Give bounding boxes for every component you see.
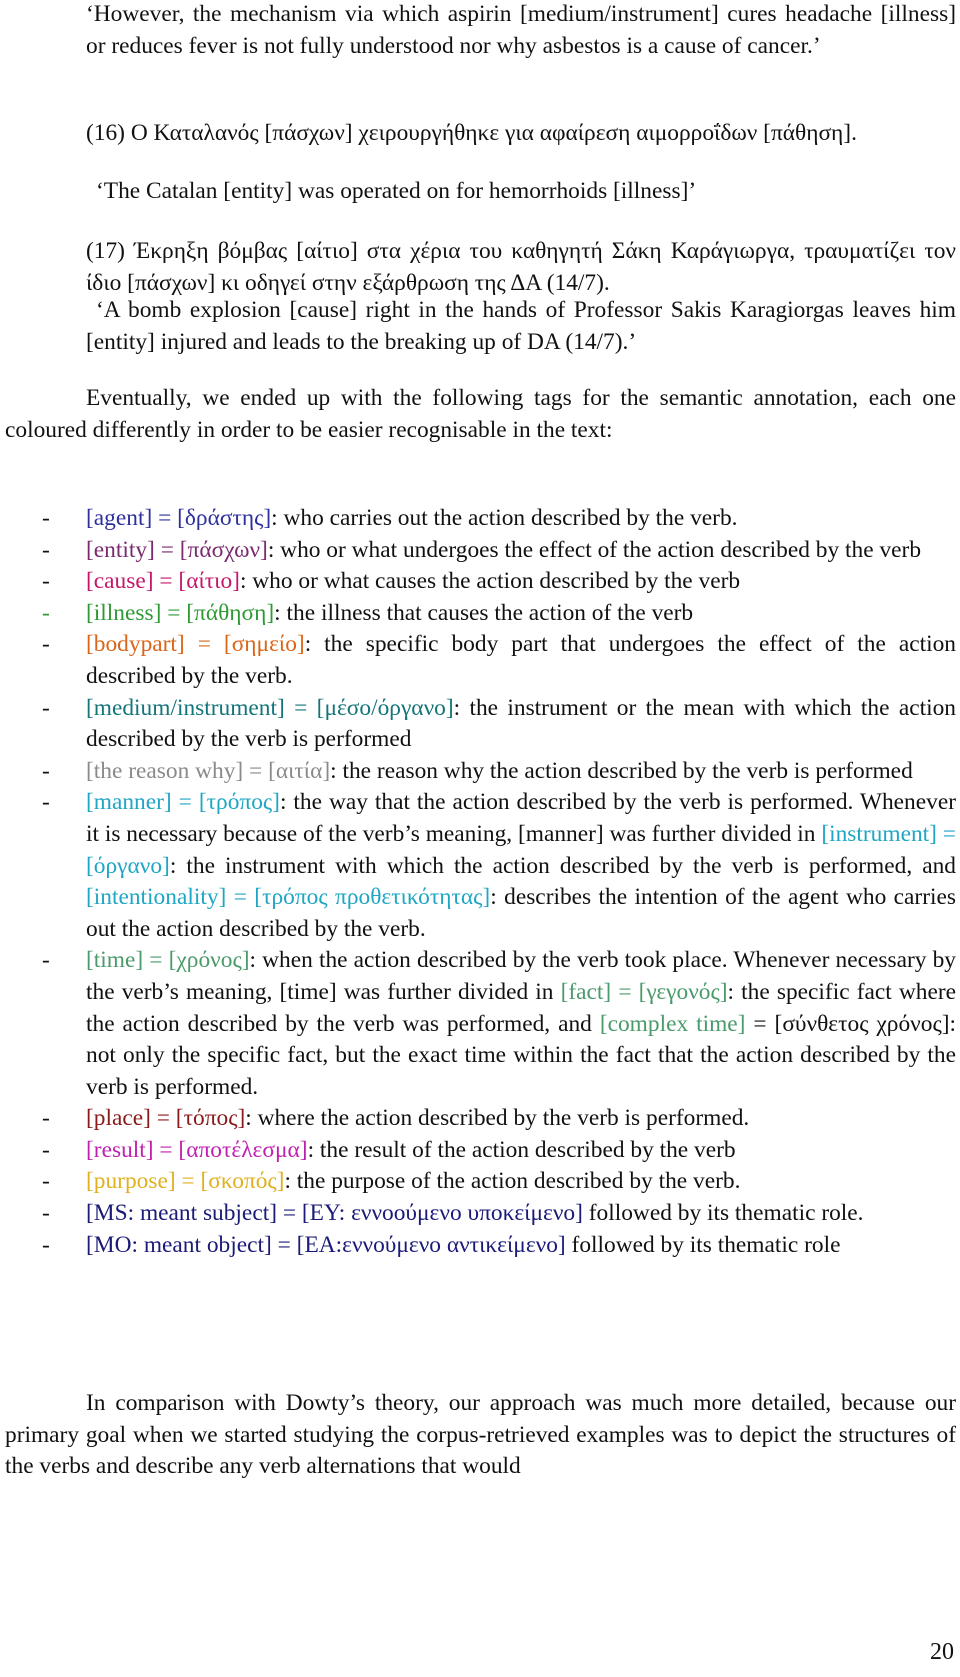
list-dash: - xyxy=(42,757,50,784)
tag-item xyxy=(0,1166,956,1198)
tag-item xyxy=(0,503,956,535)
list-dash: - xyxy=(42,1168,50,1195)
tag-label: [time] = [χρόνος] xyxy=(86,947,250,974)
tag-label: [illness] = [πάθηση] xyxy=(86,599,275,626)
example-15-gloss: ‘However, the mechanism via which aspirin [medium/instrument] cures headache [illness] or reduces fever is not fully understood nor why asbestos is a cause of cancer.’ xyxy=(86,1,956,59)
tag-description: : describes the intention of the agent who carries out the action described by the verb. xyxy=(86,884,956,942)
tag-item xyxy=(0,1135,956,1167)
tag-description: : when the action described by the verb took place. Whenever necessary by the verb’s meaning, [time] was further divided in xyxy=(86,947,956,1005)
tag-label: [manner] = [τρόπος] xyxy=(86,789,280,816)
tag-item xyxy=(0,945,956,1103)
tag-label: [MS: meant subject] = [ΕΥ: εννοούμενο υποκείμενο] xyxy=(86,1200,583,1227)
tag-item xyxy=(0,535,956,567)
example-16-gloss: ‘The Catalan [entity] was operated on for hemorrhoids [illness]’ xyxy=(96,178,697,204)
tag-description: : the purpose of the action described by the verb. xyxy=(284,1168,741,1195)
example-17-greek: (17) Έκρηξη βόμβας [αίτιο] στα χέρια του καθηγητή Σάκη Καράγιωργα, τραυματίζει τον ίδιο [πάσχων] κι οδηγεί στην εξάρθρωση της ΔΑ (14/7). xyxy=(86,238,956,296)
closing-paragraph: In comparison with Dowty’s theory, our approach was much more detailed, because our primary goal when we started studying the corpus-retrieved examples was to depict the structures of the verbs and describe any verb alternations that would xyxy=(5,1390,956,1480)
list-dash: - xyxy=(42,568,50,595)
list-dash: - xyxy=(42,599,50,626)
list-dash: - xyxy=(42,1105,50,1132)
tag-label: [entity] = [πάσχων] xyxy=(86,536,268,563)
tag-description: followed by its thematic role. xyxy=(582,1200,864,1227)
list-dash: - xyxy=(42,1136,50,1163)
tag-description: : the instrument or the mean with which the action described by the verb is performed xyxy=(86,694,956,753)
tag-description: : the specific fact where the action described by the verb was performed, and xyxy=(86,978,957,1037)
example-17-gloss: ‘A bomb explosion [cause] right in the hands of Professor Sakis Karagiorgas leaves him [entity] injured and leads to the breaking up of DA (14/7).’ xyxy=(86,297,956,355)
tag-label: [place] = [τόπος] xyxy=(86,1105,246,1132)
tag-label: [complex time] xyxy=(599,1010,746,1037)
tag-description: : the specific body part that undergoes the effect of the action described by the verb. xyxy=(86,631,956,689)
tag-description: : the reason why the action described by the verb is performed xyxy=(330,757,913,784)
list-dash: - xyxy=(42,947,50,974)
page-number: 20 xyxy=(930,1639,954,1665)
tag-item xyxy=(0,566,956,598)
tag-description: : who carries out the action described by the verb. xyxy=(271,505,738,531)
tag-item xyxy=(0,1103,956,1135)
tag-label: [bodypart] = [σημείο] xyxy=(86,631,305,658)
list-dash: - xyxy=(42,694,50,721)
tag-description: : who or what undergoes the effect of the action described by the verb xyxy=(267,536,922,563)
tag-label: [result] = [αποτέλεσμα] xyxy=(86,1136,308,1163)
tag-label: [cause] = [αίτιο] xyxy=(86,568,240,595)
tag-item xyxy=(0,598,956,630)
tag-label: [fact] = [γεγονός] xyxy=(560,978,728,1005)
tag-item xyxy=(0,787,956,945)
tag-label: [intentionality] = [τρόπος προθετικότητας] xyxy=(86,884,491,911)
tag-label: [instrument] = [όργανο] xyxy=(86,820,956,879)
list-dash: - xyxy=(42,505,50,531)
list-dash: - xyxy=(42,631,50,658)
list-dash: - xyxy=(42,1200,50,1227)
list-dash: - xyxy=(42,1231,50,1258)
intro-paragraph: Eventually, we ended up with the following tags for the semantic annotation, each one coloured differently in order to be easier recognisable in the text: xyxy=(5,385,956,443)
tag-item xyxy=(0,629,956,692)
tag-item xyxy=(0,1230,956,1262)
tag-item xyxy=(0,1198,956,1230)
tag-description: : the result of the action described by the verb xyxy=(307,1136,736,1163)
list-dash: - xyxy=(42,536,50,563)
tag-label: [agent] = [δράστης] xyxy=(86,505,272,531)
tag-label: [medium/instrument] = [μέσο/όργανο] xyxy=(86,694,454,721)
list-dash: - xyxy=(42,789,50,816)
tag-item xyxy=(0,693,956,756)
tag-label: [purpose] = [σκοπός] xyxy=(86,1168,285,1195)
semantic-tag-list xyxy=(0,503,960,1261)
tag-label: [the reason why] = [αιτία] xyxy=(86,757,331,784)
tag-description: : where the action described by the verb is performed. xyxy=(245,1105,750,1132)
tag-description: : who or what causes the action described by the verb xyxy=(239,568,741,595)
tag-description: followed by its thematic role xyxy=(565,1231,841,1258)
tag-label: [MO: meant object] = [ΕΑ:εννούμενο αντικείμενο] xyxy=(86,1231,566,1258)
tag-description: : the illness that causes the action of the verb xyxy=(274,599,694,626)
tag-description: = [σύνθετος χρόνος]: not only the specific fact, but the exact time within the fact that the action described by the verb is performed. xyxy=(86,1010,956,1100)
tag-description: : the instrument with which the action described by the verb is performed, and xyxy=(169,852,956,879)
example-16-greek: (16) Ο Καταλανός [πάσχων] χειρουργήθηκε για αφαίρεση αιμορροΐδων [πάθηση]. xyxy=(86,120,857,146)
tag-item xyxy=(0,756,956,788)
tag-description: : the way that the action described by the verb is performed. Whenever it is necessary because of the verb’s meaning, [manner] was further divided in xyxy=(86,789,956,847)
